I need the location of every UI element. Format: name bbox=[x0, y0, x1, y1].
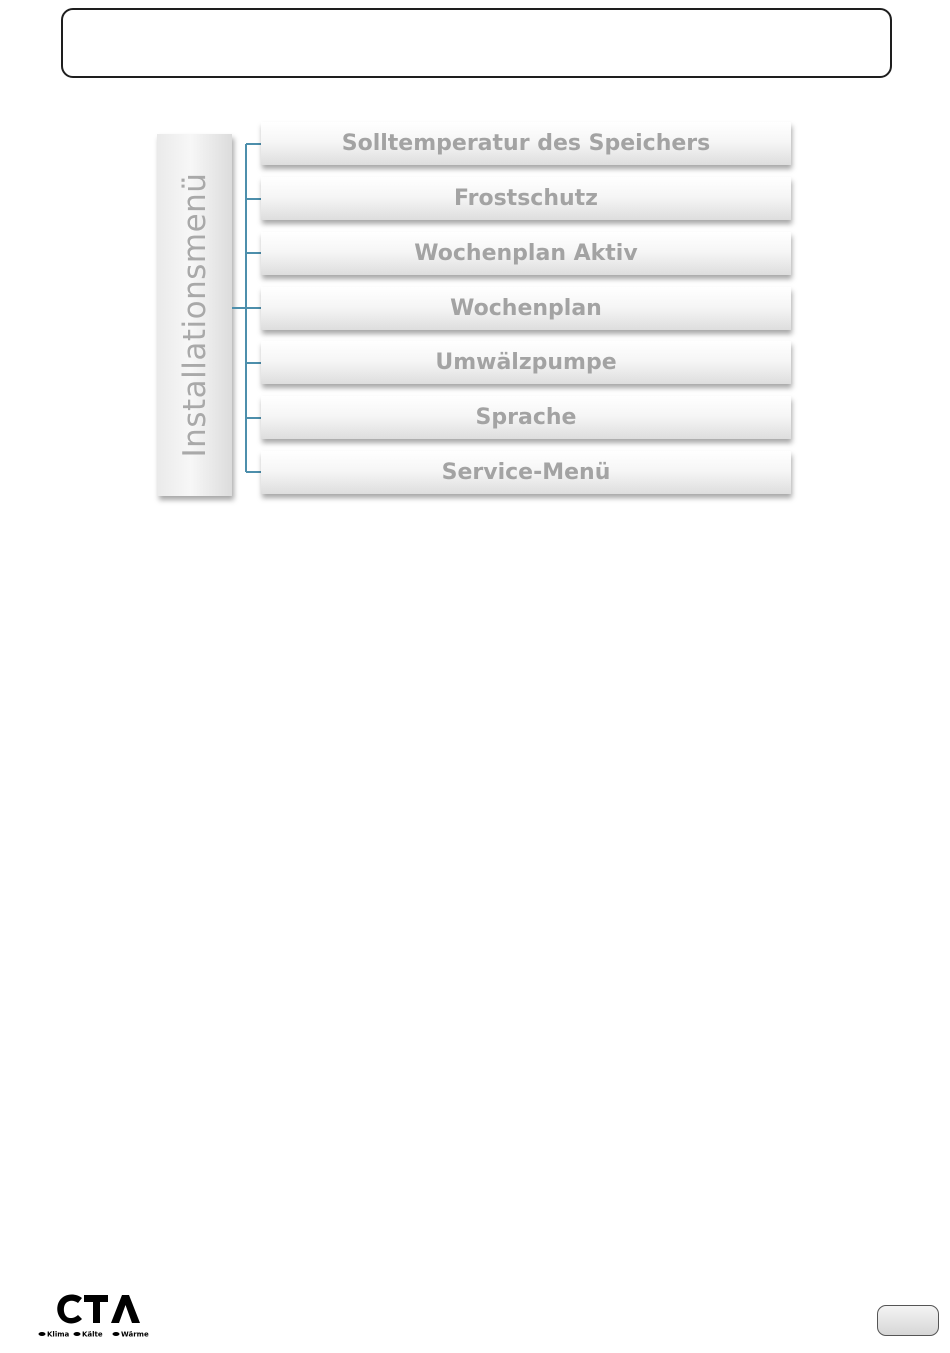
logo-bullet bbox=[39, 1332, 46, 1336]
menu-item-wochenplan[interactable] bbox=[261, 287, 791, 330]
menu-item-label: Wochenplan Aktiv bbox=[414, 241, 638, 266]
menu-item-solltemperatur[interactable] bbox=[261, 122, 791, 165]
menu-item-label: Service-Menü bbox=[441, 460, 611, 485]
menu-item-label: Wochenplan bbox=[450, 296, 602, 321]
logo-tagline-kaelte: Kälte bbox=[82, 1330, 103, 1339]
menu-item-label: Sprache bbox=[475, 405, 577, 430]
page-number-tab bbox=[877, 1305, 939, 1336]
logo-tagline-waerme: Wärme bbox=[121, 1330, 149, 1339]
root-node-label: Installationsmenü bbox=[176, 172, 213, 458]
header-frame bbox=[61, 8, 892, 78]
menu-item-sprache[interactable] bbox=[261, 396, 791, 439]
logo-letter-t bbox=[84, 1295, 108, 1323]
menu-item-umwaelzpumpe[interactable] bbox=[261, 341, 791, 384]
menu-item-frostschutz[interactable] bbox=[261, 177, 791, 220]
connector-lines bbox=[232, 144, 261, 472]
menu-item-label: Umwälzpumpe bbox=[435, 350, 617, 375]
cta-logo bbox=[38, 1290, 150, 1342]
logo-tagline-klima: Klima bbox=[47, 1330, 70, 1339]
menu-item-wochenplan-aktiv[interactable] bbox=[261, 232, 791, 275]
menu-item-service-menue[interactable] bbox=[261, 451, 791, 494]
menu-item-label: Solltemperatur des Speichers bbox=[341, 131, 711, 156]
logo-letter-c bbox=[57, 1294, 82, 1323]
root-node-installationsmenue bbox=[157, 134, 232, 496]
menu-item-label: Frostschutz bbox=[454, 186, 598, 211]
logo-letter-a bbox=[111, 1295, 140, 1323]
logo-bullet bbox=[113, 1332, 120, 1336]
logo-bullet bbox=[74, 1332, 81, 1336]
